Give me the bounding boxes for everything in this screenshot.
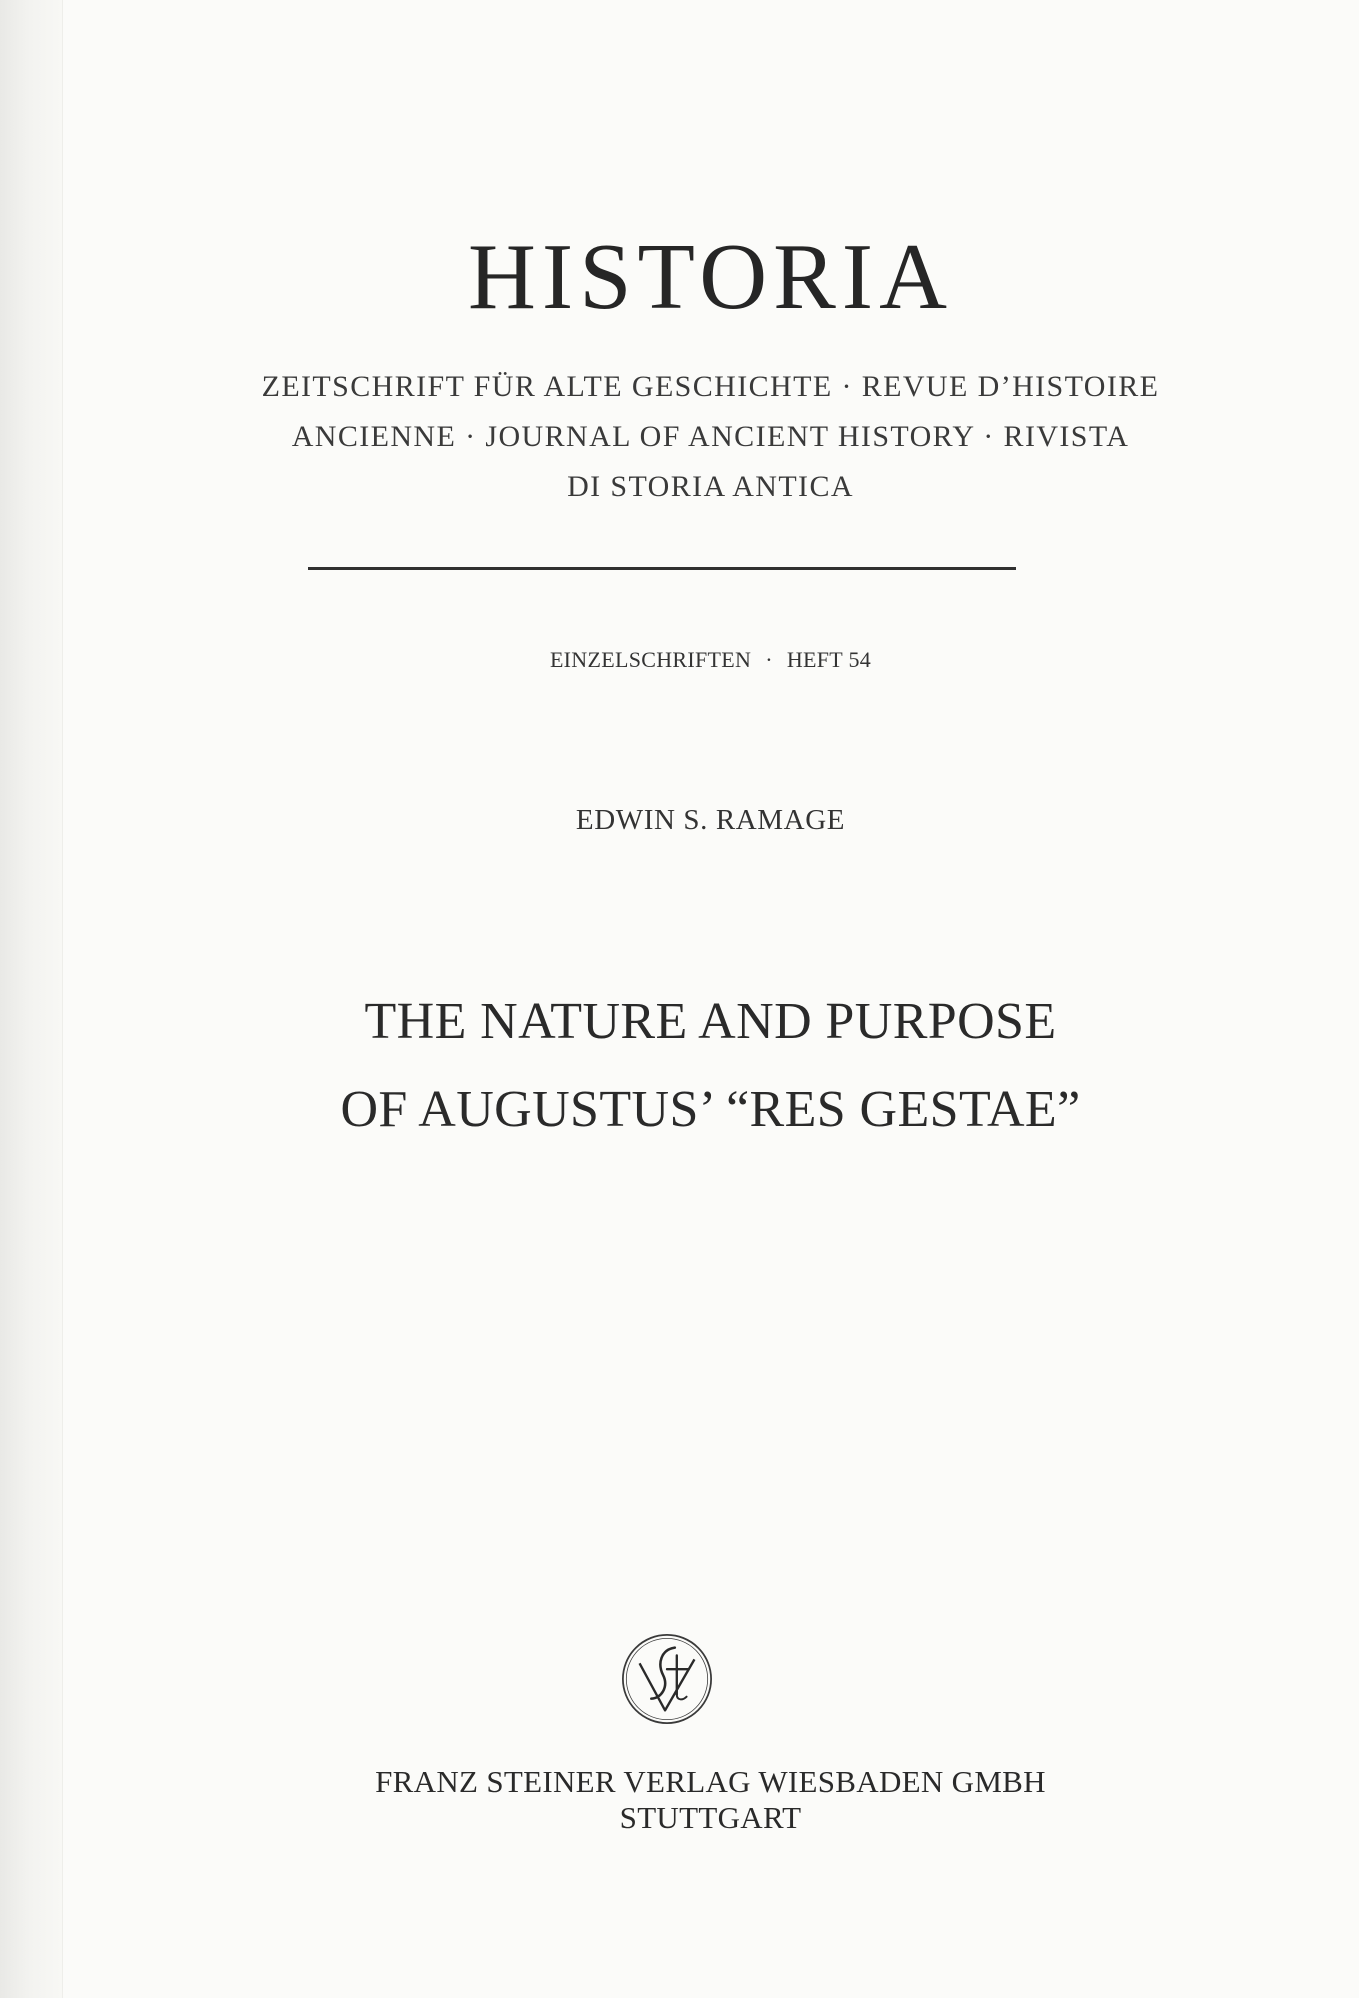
publisher-imprint <box>62 1764 1359 1836</box>
separator-dot: · <box>765 647 773 672</box>
series-title: HISTORIA <box>468 225 953 329</box>
series-subtitle-line: ZEITSCHRIFT FÜR ALTE GESCHICHTE · REVUE D’HISTOIRE <box>261 370 1160 403</box>
publisher-city: STUTTGART <box>619 1800 802 1835</box>
publisher-monogram-icon <box>618 1630 716 1728</box>
title-page <box>62 0 1359 1998</box>
book-spine-edge <box>0 0 63 1998</box>
divider-rule <box>308 567 1016 570</box>
book-title-line: OF AUGUSTUS’ “RES GESTAE” <box>340 1081 1081 1138</box>
issue-label: HEFT 54 <box>786 647 872 672</box>
author-name: EDWIN S. RAMAGE <box>575 804 846 836</box>
subseries-label: EINZELSCHRIFTEN <box>549 647 752 672</box>
series-subtitle-line: DI STORIA ANTICA <box>567 470 854 503</box>
publisher-name: FRANZ STEINER VERLAG WIESBADEN GMBH <box>375 1764 1046 1799</box>
book-title <box>62 978 1359 1154</box>
book-title-line: THE NATURE AND PURPOSE <box>364 993 1057 1050</box>
series-subtitle-line: ANCIENNE · JOURNAL OF ANCIENT HISTORY · RIVISTA <box>291 420 1130 453</box>
series-number <box>62 647 1359 673</box>
series-subtitle <box>62 362 1359 512</box>
